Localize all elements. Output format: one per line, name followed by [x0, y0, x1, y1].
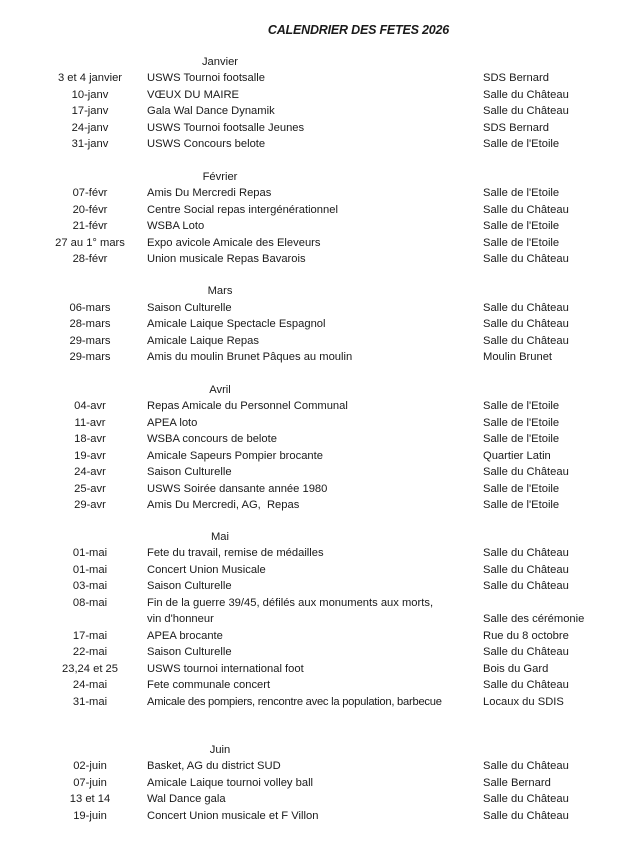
event-date: 10-janv — [71, 88, 109, 101]
event-date: 28-mars — [69, 318, 111, 330]
event-date: 13 et 14 — [69, 793, 111, 805]
event-row — [0, 120, 617, 136]
event-date: 28-févr — [72, 253, 108, 265]
event-name: USWS Tournoi footsalle — [147, 72, 265, 84]
event-date: 19-avr — [74, 449, 106, 462]
event-row — [0, 349, 617, 365]
event-row — [0, 562, 617, 578]
event-row — [0, 70, 617, 86]
event-row — [0, 218, 617, 234]
event-name: USWS Soirée dansante année 1980 — [147, 482, 328, 495]
event-date: 19-juin — [73, 809, 107, 822]
event-row — [0, 251, 617, 267]
event-date: 23,24 et 25 — [62, 662, 118, 675]
event-row — [0, 202, 617, 218]
event-row — [0, 791, 617, 807]
event-row — [0, 448, 617, 464]
event-date: 24-janv — [71, 121, 109, 134]
event-location: Salle du Château — [483, 760, 569, 772]
event-name: Saison Culturelle — [147, 646, 232, 658]
event-date: 27 au 1° mars — [55, 236, 125, 249]
event-date: 24-avr — [74, 466, 106, 478]
event-name: Saison Culturelle — [147, 466, 232, 478]
event-location: Salle du Château — [483, 679, 569, 691]
event-date: 17-mai — [72, 629, 108, 642]
event-row — [0, 87, 617, 103]
event-name: Fete communale concert — [147, 679, 271, 691]
event-location: SDS Bernard — [483, 121, 549, 134]
event-row — [0, 758, 617, 774]
event-date: 17-janv — [71, 105, 109, 117]
event-row — [0, 300, 617, 316]
page-title: CALENDRIER DES FETES 2026 — [267, 23, 450, 37]
event-location: Salle du Château — [483, 809, 569, 822]
event-row — [0, 808, 617, 824]
event-date: 02-juin — [73, 760, 107, 772]
event-name: Amis Du Mercredi, AG, Repas — [147, 499, 300, 511]
event-date: 07-juin — [73, 776, 107, 789]
event-name: USWS tournoi international foot — [147, 662, 304, 675]
event-location: Salle du Château — [483, 334, 569, 347]
event-row — [0, 661, 617, 677]
event-name: Amicale Sapeurs Pompier brocante — [147, 449, 323, 462]
event-name: Concert Union musicale et F Villon — [147, 809, 319, 822]
event-location: Salle du Château — [483, 88, 569, 101]
event-row — [0, 595, 617, 611]
event-location: Salle du Château — [483, 105, 569, 117]
event-location: SDS Bernard — [483, 72, 549, 84]
event-location: Quartier Latin — [483, 449, 551, 462]
event-date: 20-févr — [72, 203, 108, 216]
event-location: Moulin Brunet — [483, 351, 553, 363]
event-location: Salle de l'Etoile — [483, 220, 560, 232]
event-location: Salle du Château — [483, 203, 569, 216]
event-date: 24-mai — [72, 679, 108, 691]
event-row — [0, 316, 617, 332]
event-name: Basket, AG du district SUD — [147, 760, 281, 772]
month-heading: Mars — [207, 285, 233, 297]
event-row — [0, 775, 617, 791]
event-row — [0, 185, 617, 201]
event-name: Union musicale Repas Bavarois — [147, 253, 306, 265]
event-name: Repas Amicale du Personnel Communal — [147, 400, 348, 412]
event-name: Centre Social repas intergénérationnel — [147, 203, 338, 216]
event-row — [0, 644, 617, 660]
event-name: Fete du travail, remise de médailles — [147, 547, 324, 559]
event-date: 29-mars — [69, 351, 111, 363]
event-row — [0, 545, 617, 561]
event-location: Salle de l'Etoile — [483, 138, 560, 150]
event-name: Amis Du Mercredi Repas — [147, 187, 272, 199]
event-date: 21-févr — [72, 220, 108, 232]
event-date: 11-avr — [74, 416, 106, 429]
event-name: Concert Union Musicale — [147, 563, 266, 576]
event-date: 22-mai — [72, 646, 108, 658]
event-location: Salle du Château — [483, 547, 569, 559]
event-date: 01-mai — [72, 547, 108, 559]
event-name: Saison Culturelle — [147, 580, 232, 592]
event-date: 3 et 4 janvier — [57, 72, 123, 84]
event-row — [0, 136, 617, 152]
event-location: Salle de l'Etoile — [483, 482, 560, 495]
event-row — [0, 333, 617, 349]
event-name: Amicale Laique tournoi volley ball — [147, 776, 314, 789]
event-location: Salle du Château — [483, 580, 569, 592]
event-row — [0, 415, 617, 431]
event-date: 25-avr — [74, 482, 106, 495]
event-location: Bois du Gard — [483, 662, 549, 675]
event-date: 29-mars — [69, 334, 111, 347]
event-location: Rue du 8 octobre — [483, 629, 569, 642]
month-heading: Mai — [210, 531, 230, 543]
event-location: Salle de l'Etoile — [483, 499, 560, 511]
month-heading: Avril — [209, 384, 231, 396]
event-name: Gala Wal Dance Dynamik — [147, 105, 275, 117]
event-name: Amicale Laique Spectacle Espagnol — [147, 318, 326, 330]
event-name: WSBA Loto — [147, 220, 205, 232]
event-location: Salle de l'Etoile — [483, 187, 560, 199]
event-row — [0, 694, 617, 710]
event-row — [0, 398, 617, 414]
month-heading: Juin — [209, 744, 231, 756]
event-location: Salle de l'Etoile — [483, 236, 560, 249]
event-date: 18-avr — [74, 433, 106, 445]
event-name: VŒUX DU MAIRE — [147, 88, 239, 101]
event-name: APEA loto — [147, 416, 198, 429]
event-name: APEA brocante — [147, 629, 223, 642]
event-location: Salle de l'Etoile — [483, 400, 560, 412]
event-name: Amis du moulin Brunet Pâques au moulin — [147, 351, 353, 363]
event-date: 31-mai — [72, 695, 108, 708]
event-location: Salle du Château — [483, 318, 569, 330]
event-location: Salle du Château — [483, 301, 569, 314]
event-location: Salle du Château — [483, 253, 569, 265]
event-name: Wal Dance gala — [147, 793, 226, 805]
event-location: Salle du Château — [483, 793, 569, 805]
event-name: Saison Culturelle — [147, 301, 232, 314]
event-row — [0, 235, 617, 251]
event-row — [0, 578, 617, 594]
event-date: 03-mai — [72, 580, 108, 592]
event-date: 06-mars — [69, 301, 111, 314]
event-date: 07-févr — [72, 187, 108, 199]
event-row — [0, 677, 617, 693]
event-date: 31-janv — [71, 138, 109, 150]
event-name: USWS Concours belote — [147, 138, 266, 150]
event-row — [0, 481, 617, 497]
event-location: Salle de l'Etoile — [483, 416, 560, 429]
event-row-continuation — [0, 611, 617, 627]
event-name: Expo avicole Amicale des Eleveurs — [147, 236, 321, 249]
event-name: Fin de la guerre 39/45, défilés aux monuments aux morts, — [147, 596, 434, 609]
event-row — [0, 103, 617, 119]
month-heading: Février — [202, 171, 238, 183]
event-row — [0, 628, 617, 644]
event-date: 29-avr — [74, 499, 106, 511]
event-name: WSBA concours de belote — [147, 433, 277, 445]
month-heading: Janvier — [201, 56, 239, 68]
event-date: 04-avr — [74, 400, 106, 412]
event-name: USWS Tournoi footsalle Jeunes — [147, 121, 305, 134]
event-name: Amicale des pompiers, rencontre avec la population, barbecue — [147, 695, 442, 708]
event-location: Salle des cérémonie — [483, 613, 585, 625]
event-location: Salle du Château — [483, 646, 569, 658]
event-location: Salle du Château — [483, 563, 569, 576]
event-row — [0, 464, 617, 480]
event-location: Salle de l'Etoile — [483, 433, 560, 445]
event-date: 01-mai — [72, 563, 108, 576]
event-row — [0, 497, 617, 513]
event-date: 08-mai — [72, 596, 108, 609]
event-row — [0, 431, 617, 447]
event-name-line2: vin d'honneur — [147, 613, 214, 625]
event-location: Salle du Château — [483, 466, 569, 478]
event-name: Amicale Laique Repas — [147, 334, 259, 347]
event-location: Locaux du SDIS — [483, 695, 564, 708]
event-location: Salle Bernard — [483, 776, 551, 789]
